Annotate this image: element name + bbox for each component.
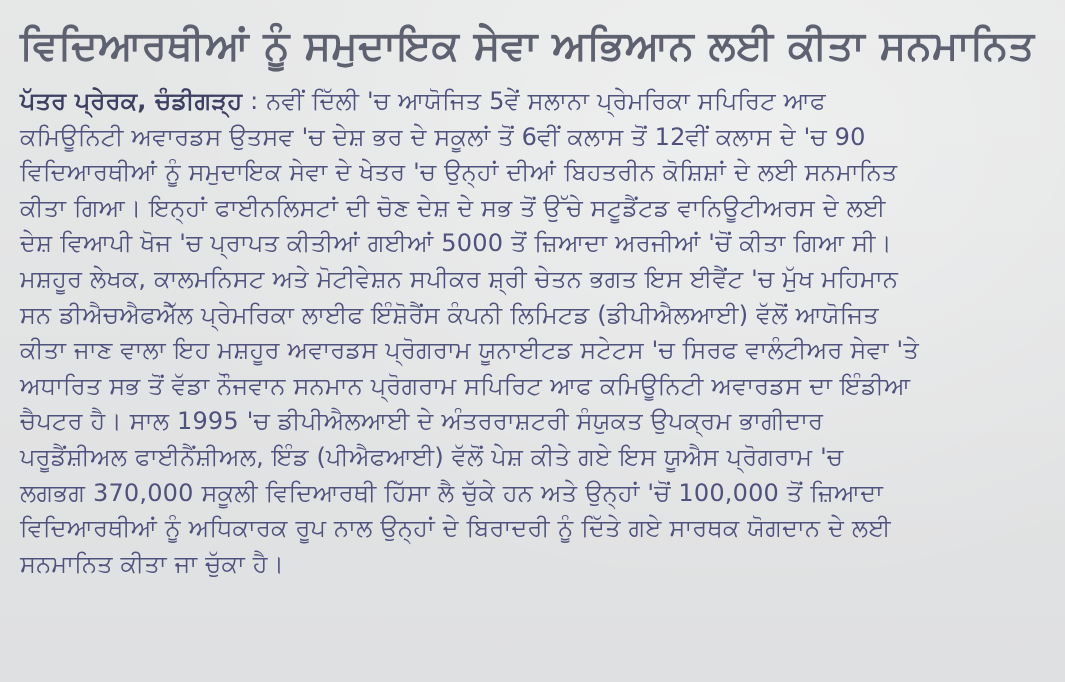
- body-line: [20, 84, 1043, 120]
- headline: ਵਿਦਿਆਰਥੀਆਂ ਨੂੰ ਸਮੁਦਾਇਕ ਸੇਵਾ ਅਭਿਆਨ ਲਈ ਕੀਤਾ ਸਨਮਾਨਿਤ: [20, 23, 1035, 69]
- body-line: ਲਗਭਗ 370,000 ਸਕੂਲੀ ਵਿਦਿਆਰਥੀ ਹਿੱਸਾ ਲੈ ਚੁੱਕੇ ਹਨ ਅਤੇ ਉਨ੍ਹਾਂ 'ਚੋਂ 100,000 ਤੋਂ ਜ਼ਿਆਦਾ: [20, 478, 884, 507]
- body-line-text: : ਨਵੀਂ ਦਿੱਲੀ 'ਚ ਆਯੋਜਿਤ 5ਵੇਂ ਸਲਾਨਾ ਪ੍ਰੇਮਰਿਕਾ ਸਪਿਰਿਟ ਆਫ: [242, 87, 826, 115]
- body-line: ਕਮਿਊਨਿਟੀ ਅਵਾਰਡਸ ਉਤਸਵ 'ਚ ਦੇਸ਼ ਭਰ ਦੇ ਸਕੂਲਾਂ ਤੋਂ 6ਵੀਂ ਕਲਾਸ ਤੋਂ 12ਵੀਂ ਕਲਾਸ ਦੇ 'ਚ 90: [20, 122, 866, 151]
- body-line: ਸਨਮਾਨਿਤ ਕੀਤਾ ਜਾ ਚੁੱਕਾ ਹੈ।: [20, 549, 285, 578]
- body-line: ਅਧਾਰਿਤ ਸਭ ਤੋਂ ਵੱਡਾ ਨੌਜਵਾਨ ਸਨਮਾਨ ਪ੍ਰੋਗਰਾਮ ਸਪਿਰਿਟ ਆਫ ਕਮਿਊਨਿਟੀ ਅਵਾਰਡਸ ਦਾ ਇੰਡੀਆ: [20, 371, 911, 400]
- body-line: ਸਨ ਡੀਐਚਐਫਐੱਲ ਪ੍ਰੇਮਰਿਕਾ ਲਾਈਫ ਇੰਸ਼ੋਰੈਂਸ ਕੰਪਨੀ ਲਿਮਿਟਡ (ਡੀਪੀਐਲਆਈ) ਵੱਲੋਂ ਆਯੋਜਿਤ: [20, 300, 879, 329]
- body-line: ਮਸ਼ਹੂਰ ਲੇਖਕ, ਕਾਲਮਨਿਸਟ ਅਤੇ ਮੋਟੀਵੇਸ਼ਨ ਸਪੀਕਰ ਸ਼੍ਰੀ ਚੇਤਨ ਭਗਤ ਇਸ ਈਵੈਂਟ 'ਚ ਮੁੱਖ ਮਹਿਮਾਨ: [20, 264, 899, 293]
- body-line: ਵਿਦਿਆਰਥੀਆਂ ਨੂੰ ਅਧਿਕਾਰਕ ਰੂਪ ਨਾਲ ਉਨ੍ਹਾਂ ਦੇ ਬਿਰਾਦਰੀ ਨੂੰ ਦਿੱਤੇ ਗਏ ਸਾਰਥਕ ਯੋਗਦਾਨ ਦੇ ਲਈ: [20, 514, 891, 543]
- body-line: ਚੈਪਟਰ ਹੈ। ਸਾਲ 1995 'ਚ ਡੀਪੀਐਲਆਈ ਦੇ ਅੰਤਰਰਾਸ਼ਟਰੀ ਸੰਯੁਕਤ ਉਪਕ੍ਰਮ ਭਾਗੀਦਾਰ: [20, 407, 824, 436]
- body-line: ਦੇਸ਼ ਵਿਆਪੀ ਖੋਜ 'ਚ ਪ੍ਰਾਪਤ ਕੀਤੀਆਂ ਗਈਆਂ 5000 ਤੋਂ ਜ਼ਿਆਦਾ ਅਰਜੀਆਂ 'ਚੋਂ ਕੀਤਾ ਗਿਆ ਸੀ।: [20, 229, 892, 258]
- dateline: ਪੱਤਰ ਪ੍ਰੇਰਕ, ਚੰਡੀਗੜ੍ਹ: [20, 87, 243, 115]
- body-line: ਪਰੂਡੈਂਸ਼ੀਅਲ ਫਾਈਨੈਂਸ਼ੀਅਲ, ਇੰਡ (ਪੀਐਫਆਈ) ਵੱਲੋਂ ਪੇਸ਼ ਕੀਤੇ ਗਏ ਇਸ ਯੂਐਸ ਪ੍ਰੋਗਰਾਮ 'ਚ: [20, 442, 844, 471]
- body-line: ਕੀਤਾ ਗਿਆ। ਇਨ੍ਹਾਂ ਫਾਈਨਲਿਸਟਾਂ ਦੀ ਚੋਣ ਦੇਸ਼ ਦੇ ਸਭ ਤੋਂ ਉੱਚੇ ਸਟੂਡੈਂਟਡ ਵਾਨਿਊਟੀਅਰਸ ਦੇ ਲਈ: [20, 193, 886, 222]
- body-line: ਵਿਦਿਆਰਥੀਆਂ ਨੂੰ ਸਮੁਦਾਇਕ ਸੇਵਾ ਦੇ ਖੇਤਰ 'ਚ ਉਨ੍ਹਾਂ ਦੀਆਂ ਬਿਹਤਰੀਨ ਕੋਸ਼ਿਸ਼ਾਂ ਦੇ ਲਈ ਸਨਮਾਨਿਤ: [20, 158, 898, 187]
- body-line: ਕੀਤਾ ਜਾਣ ਵਾਲਾ ਇਹ ਮਸ਼ਹੂਰ ਅਵਾਰਡਸ ਪ੍ਰੋਗਰਾਮ ਯੂਨਾਈਟਡ ਸਟੇਟਸ 'ਚ ਸਿਰਫ ਵਾਲੰਟੀਅਰ ਸੇਵਾ 'ਤੇ: [20, 336, 919, 365]
- article-body: [20, 84, 1043, 582]
